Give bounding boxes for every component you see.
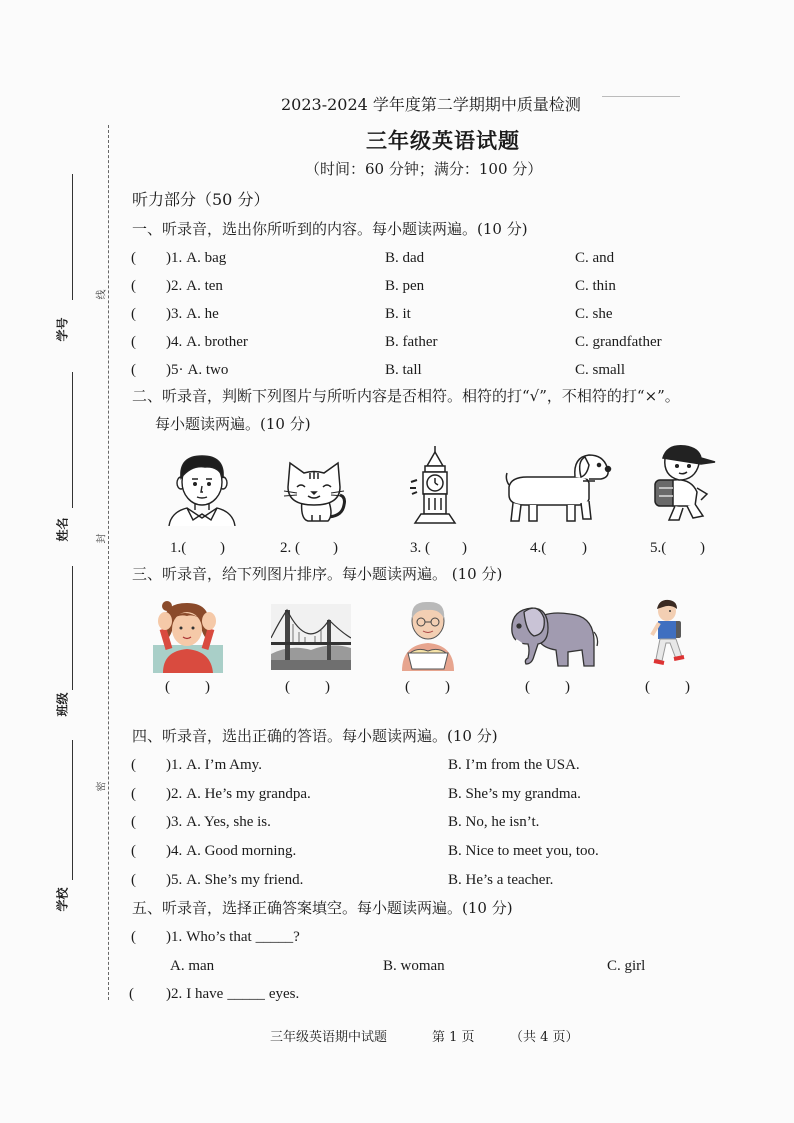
question-stem [166,332,248,352]
option-a: A. Good morning. [186,843,297,859]
part4-title: 四、听录音，选出正确的答语。每小题读两遍。(10 分) [132,727,498,745]
part5-options [0,956,794,978]
part1-question [0,248,794,270]
part1-question [0,304,794,326]
picture-answer-close: ) [700,540,705,556]
seal-char-feng: 封 [96,533,108,544]
question-stem [166,927,300,947]
question-number: )2. [166,986,183,1002]
answer-bracket-open: ( [131,278,136,294]
picture-answer-close: ) [462,540,467,556]
answer-bracket-open: ( [129,986,134,1002]
question-end: eyes. [268,986,300,1002]
question-number: )5· [166,362,184,378]
question-number: )1. [166,250,183,266]
picture-answer-open: 5.( [650,540,667,556]
question-stem [166,784,311,804]
order-bracket-open: ( [405,679,410,695]
picture-answer-close: ) [582,540,587,556]
option-a: A. He’s my grandpa. [186,786,311,802]
order-bracket-open: ( [285,679,290,695]
option-c: C. grandfather [575,334,662,350]
option-b: B. dad [385,250,425,266]
question-number: )3. [166,306,183,322]
elephant-picture [504,602,600,672]
option-c: C. she [575,306,613,322]
question-stem [166,304,219,324]
picture-answer-close: ) [220,540,225,556]
section-title-listening: 听力部分（50 分） [132,190,270,209]
question-text: I have [186,986,224,1002]
header-rule [602,96,680,97]
option-a: A. Yes, she is. [186,814,271,830]
clock-tower-picture [407,444,463,524]
part1-question [0,332,794,354]
option-a: A. man [170,958,215,974]
class-underline [72,566,73,690]
question-number: )1. [166,929,183,945]
part5-title: 五、听录音，选择正确答案填空。每小题读两遍。(10 分) [132,899,513,917]
order-bracket-open: ( [525,679,530,695]
question-stem [166,755,262,775]
seal-char-xian: 线 [96,289,108,300]
question-number: )5. [166,872,183,888]
class-label: 班级 [55,692,70,717]
question-stem [166,812,271,832]
question-stem [166,248,226,268]
picture-answer-close: ) [333,540,338,556]
answer-bracket-open: ( [131,757,136,773]
option-b: B. tall [385,362,422,378]
question-stem [166,984,299,1004]
boy-walking-picture [644,599,692,669]
student-id-label: 学号 [55,317,70,342]
answer-bracket-open: ( [131,814,136,830]
footer-page-total: （共 4 页） [510,1030,579,1045]
part4-question [0,781,794,806]
part2-title: 二、听录音，判断下列图片与所听内容是否相符。相符的打“√”，不相符的打“×”。 [132,387,680,405]
answer-bracket-open: ( [131,306,136,322]
part4-question [0,841,794,863]
part5-question [0,927,794,949]
part1-title: 一、听录音，选出你所听到的内容。每小题读两遍。(10 分) [132,220,528,238]
option-a: A. brother [186,334,248,350]
exam-meta: （时间：60 分钟；满分：100 分） [305,160,543,178]
order-bracket-close: ) [205,679,210,695]
picture-answer-open: 1.( [170,540,187,556]
option-b: B. I’m from the USA. [448,757,580,773]
question-number: )3. [166,814,183,830]
part4-question [0,755,794,777]
boy-with-backpack-picture [643,442,719,522]
option-a: A. She’s my friend. [186,872,304,888]
picture-answer-open: 3. ( [410,540,430,556]
option-a: A. bag [186,250,227,266]
part4-question [0,870,794,892]
option-c: C. thin [575,278,616,294]
option-b: B. it [385,306,411,322]
option-c: C. small [575,362,626,378]
fill-in-blank: _____ [255,929,294,945]
option-b: B. No, he isn’t. [448,814,540,830]
part1-question [0,360,794,382]
answer-bracket-open: ( [131,929,136,945]
answer-bracket-open: ( [131,843,136,859]
option-a: A. I’m Amy. [186,757,262,773]
question-number: )2. [166,278,183,294]
term-title: 2023-2024 学年度第二学期期中质量检测 [281,95,581,114]
order-bracket-close: ) [325,679,330,695]
part2-title-continued: 每小题读两遍。(10 分) [155,415,311,433]
question-number: )4. [166,843,183,859]
picture-answer-open: 4.( [530,540,547,556]
order-bracket-open: ( [645,679,650,695]
answer-bracket-open: ( [131,334,136,350]
bridge-picture [271,604,351,670]
order-bracket-open: ( [165,679,170,695]
option-a: A. he [186,306,219,322]
part1-question [0,276,794,298]
question-stem [166,870,303,890]
dog-picture [503,447,613,525]
option-c: C. and [575,250,615,266]
question-number: )2. [166,786,183,802]
grandma-picture [394,599,462,671]
question-stem [166,360,228,380]
option-a: A. ten [186,278,223,294]
name-underline [72,372,73,508]
question-text: Who’s that [186,929,252,945]
option-b: B. pen [385,278,425,294]
question-end: ? [293,929,300,945]
order-bracket-close: ) [565,679,570,695]
option-b: B. Nice to meet you, too. [448,843,599,859]
part5-question [0,984,794,1006]
part4-question [0,812,794,834]
order-bracket-close: ) [445,679,450,695]
order-bracket-close: ) [685,679,690,695]
question-stem [166,276,223,296]
option-b: B. father [385,334,438,350]
option-a: A. two [187,362,229,378]
fill-in-blank: _____ [227,986,265,1002]
footer-page-number: 第 1 页 [432,1030,475,1045]
girl-picture [153,597,223,673]
name-label: 姓名 [55,517,70,542]
question-number: )4. [166,334,183,350]
option-b: B. woman [383,958,445,974]
subject-title: 三年级英语试题 [366,128,520,153]
answer-bracket-open: ( [131,362,136,378]
answer-bracket-open: ( [131,250,136,266]
question-stem [166,841,296,861]
answer-bracket-open: ( [131,872,136,888]
school-label: 学校 [55,887,70,912]
seal-char-mi: 密 [96,781,108,792]
option-b: B. He’s a teacher. [448,872,554,888]
footer-exam-name: 三年级英语期中试题 [270,1030,388,1045]
cat-picture [282,459,352,523]
option-b: B. She’s my grandma. [448,786,581,802]
boy-face-picture [165,450,239,526]
part3-title: 三、听录音，给下列图片排序。每小题读两遍。 (10 分) [132,565,503,583]
question-number: )1. [166,757,183,773]
answer-bracket-open: ( [131,786,136,802]
option-c: C. girl [607,958,646,974]
picture-answer-open: 2. ( [280,540,300,556]
